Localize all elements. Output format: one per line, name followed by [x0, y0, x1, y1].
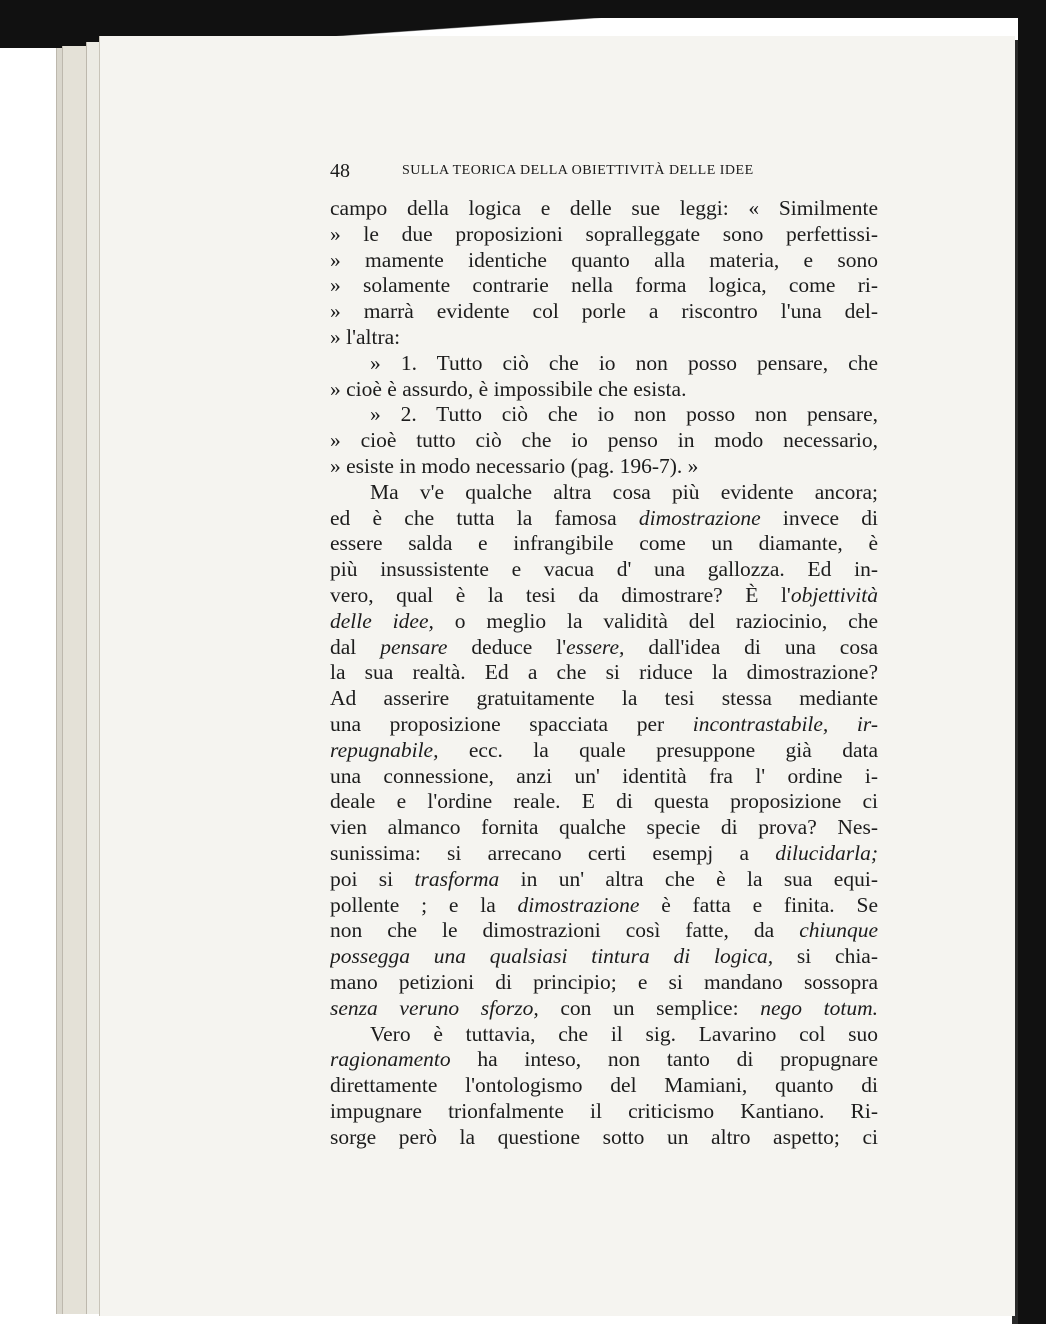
text-line: » esiste in modo necessario (pag. 196-7). » [330, 453, 699, 478]
text-line: essere salda e infrangibile come un diamante, è [330, 531, 878, 556]
text-line: sunissima: si arrecano certi esempj a dilucidarla; [330, 840, 878, 865]
running-head: SULLA TEORICA DELLA OBIETTIVITÀ DELLE IDEE [402, 163, 754, 178]
text-line: impugnare trionfalmente il criticismo Kantiano. Ri- [330, 1098, 878, 1123]
text-line: poi si trasforma in un' altra che è la sua equi- [330, 866, 878, 891]
text-line: la sua realtà. Ed a che si riduce la dimostrazione? [330, 660, 878, 685]
text-line: Vero è tuttavia, che il sig. Lavarino col suo [370, 1021, 878, 1046]
text-line: Ad asserire gratuitamente la tesi stessa mediante [330, 686, 878, 711]
text-line: dal pensare deduce l'essere, dall'idea di una cosa [330, 634, 878, 659]
text-line: sorge però la questione sotto un altro aspetto; ci [330, 1124, 878, 1149]
text-line: » mamente identiche quanto alla materia, e sono [330, 247, 878, 272]
text-line: possegga una qualsiasi tintura di logica, si chia- [330, 944, 878, 969]
scan-border-right [1018, 0, 1046, 1324]
text-line: direttamente l'ontologismo del Mamiani, quanto di [330, 1073, 878, 1098]
body-text [330, 196, 878, 1150]
page-header [330, 160, 880, 186]
text-line: senza veruno sforzo, con un semplice: nego totum. [330, 995, 878, 1020]
text-line: » le due proposizioni sopralleggate sono perfettissi- [330, 221, 878, 246]
text-line: pollente ; e la dimostrazione è fatta e finita. Se [330, 892, 878, 917]
text-line: deale e l'ordine reale. E di questa proposizione ci [330, 789, 878, 814]
scan-border-top [0, 0, 1046, 18]
page-stack-edge [86, 42, 101, 1314]
text-line: » cioè è assurdo, è impossibile che esista. [330, 376, 687, 401]
text-line: » cioè tutto ciò che io penso in modo necessario, [330, 428, 878, 453]
page-number: 48 [330, 160, 350, 182]
text-line: vero, qual è la tesi da dimostrare? È l'objettività [330, 582, 878, 607]
text-line: una proposizione spacciata per incontrastabile, ir- [330, 711, 878, 736]
text-line: » l'altra: [330, 324, 401, 349]
text-line: » 2. Tutto ciò che io non posso non pensare, [370, 402, 878, 427]
text-line: » 1. Tutto ciò che io non posso pensare, che [370, 350, 878, 375]
text-line: repugnabile, ecc. la quale presuppone già data [330, 737, 878, 762]
text-line: Ma v'e qualche altra cosa più evidente ancora; [370, 479, 878, 504]
text-line: ed è che tutta la famosa dimostrazione invece di [330, 505, 878, 530]
text-line: » marrà evidente col porle a riscontro l'una del- [330, 299, 878, 324]
text-line: » solamente contrarie nella forma logica, come ri- [330, 273, 878, 298]
text-line: più insussistente e vacua d' una gallozza. Ed in- [330, 557, 878, 582]
text-line: non che le dimostrazioni così fatte, da chiunque [330, 918, 878, 943]
text-line: ragionamento ha inteso, non tanto di propugnare [330, 1047, 878, 1072]
text-line: una connessione, anzi un' identità fra l' ordine i- [330, 763, 878, 788]
text-line: vien almanco fornita qualche specie di prova? Nes- [330, 815, 878, 840]
text-line: campo della logica e delle sue leggi: « Similmente [330, 196, 878, 220]
text-line: delle idee, o meglio la validità del raziocinio, che [330, 608, 878, 633]
page-stack-edge [62, 46, 87, 1314]
text-line: mano petizioni di principio; e si mandano sossopra [330, 969, 878, 994]
